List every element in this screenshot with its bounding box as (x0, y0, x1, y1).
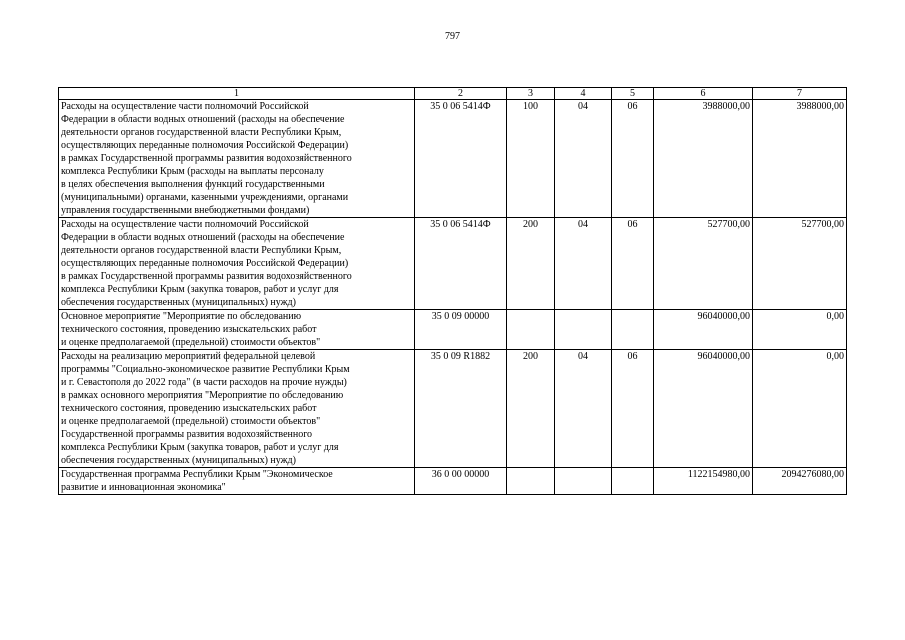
description-line: Расходы на осуществление части полномочий Российской (61, 219, 309, 230)
description-line: Расходы на реализацию мероприятий федеральной целевой (61, 351, 316, 362)
table-row (59, 310, 847, 350)
column-header: 1 (59, 88, 415, 100)
description-line: в рамках Государственной программы развития водохозяйственного (61, 271, 352, 282)
description-line: и оценке предполагаемой (предельной) стоимости объектов" (61, 416, 321, 427)
column-header: 5 (612, 88, 654, 100)
amount-column-6: 96040000,00 (654, 310, 753, 350)
amount-column-7: 527700,00 (753, 218, 847, 310)
table-body (59, 100, 847, 495)
table-row (59, 468, 847, 495)
row-description (59, 100, 415, 218)
target-article-code: 35 0 06 5414Ф (415, 218, 507, 310)
description-line: комплекса Республики Крым (расходы на выплаты персоналу (61, 166, 324, 177)
description-line: программы "Социально-экономическое развитие Республики Крым (61, 364, 350, 375)
page-number: 797 (445, 31, 460, 42)
description-line: обеспечения государственных (муниципальных) нужд) (61, 297, 296, 308)
description-line: в рамках основного мероприятия "Мероприятие по обследованию (61, 390, 344, 401)
section-code: 04 (555, 350, 612, 468)
table-row (59, 100, 847, 218)
description-line: и оценке предполагаемой (предельной) стоимости объектов" (61, 337, 321, 348)
subsection-code: 06 (612, 350, 654, 468)
description-line: в рамках Государственной программы развития водохозяйственного (61, 153, 352, 164)
amount-column-6: 527700,00 (654, 218, 753, 310)
section-code (555, 468, 612, 495)
expense-type-code (507, 468, 555, 495)
description-line: Федерации в области водных отношений (расходы на обеспечение (61, 232, 345, 243)
expense-type-code: 200 (507, 350, 555, 468)
subsection-code: 06 (612, 218, 654, 310)
description-line: комплекса Республики Крым (закупка товаров, работ и услуг для (61, 442, 339, 453)
column-header: 4 (555, 88, 612, 100)
description-line: деятельности органов государственной власти Республики Крым, (61, 127, 342, 138)
table-row (59, 218, 847, 310)
amount-column-6: 1122154980,00 (654, 468, 753, 495)
amount-column-7: 2094276080,00 (753, 468, 847, 495)
description-line: технического состояния, проведению изыскательских работ (61, 403, 317, 414)
amount-column-6: 96040000,00 (654, 350, 753, 468)
description-line: в целях обеспечения выполнения функций государственными (61, 179, 325, 190)
description-line: Государственная программа Республики Крым "Экономическое (61, 469, 333, 480)
description-line: осуществляющих переданные полномочия Российской Федерации) (61, 258, 349, 269)
header-row (59, 88, 847, 100)
description-line: Государственной программы развития водохозяйственного (61, 429, 313, 440)
amount-column-6: 3988000,00 (654, 100, 753, 218)
description-line: осуществляющих переданные полномочия Российской Федерации) (61, 140, 349, 151)
target-article-code: 35 0 09 R1882 (415, 350, 507, 468)
description-line: и г. Севастополя до 2022 года" (в части расходов на прочие нужды) (61, 377, 347, 388)
column-header: 2 (415, 88, 507, 100)
column-header: 7 (753, 88, 847, 100)
subsection-code: 06 (612, 100, 654, 218)
amount-column-7: 0,00 (753, 310, 847, 350)
target-article-code: 35 0 09 00000 (415, 310, 507, 350)
expense-type-code: 100 (507, 100, 555, 218)
table-row (59, 350, 847, 468)
section-code: 04 (555, 218, 612, 310)
expense-type-code (507, 310, 555, 350)
section-code (555, 310, 612, 350)
row-description (59, 468, 415, 495)
subsection-code (612, 468, 654, 495)
target-article-code: 35 0 06 5414Ф (415, 100, 507, 218)
description-line: комплекса Республики Крым (закупка товаров, работ и услуг для (61, 284, 339, 295)
column-header: 3 (507, 88, 555, 100)
description-line: деятельности органов государственной власти Республики Крым, (61, 245, 342, 256)
column-header: 6 (654, 88, 753, 100)
description-line: развитие и инновационная экономика" (61, 482, 226, 493)
description-line: Федерации в области водных отношений (расходы на обеспечение (61, 114, 345, 125)
row-description (59, 218, 415, 310)
target-article-code: 36 0 00 00000 (415, 468, 507, 495)
amount-column-7: 0,00 (753, 350, 847, 468)
description-line: (муниципальными) органами, казенными учреждениями, органами (61, 192, 349, 203)
section-code: 04 (555, 100, 612, 218)
description-line: Расходы на осуществление части полномочий Российской (61, 101, 309, 112)
description-line: Основное мероприятие "Мероприятие по обследованию (61, 311, 302, 322)
row-description (59, 350, 415, 468)
expense-type-code: 200 (507, 218, 555, 310)
description-line: технического состояния, проведению изыскательских работ (61, 324, 317, 335)
row-description (59, 310, 415, 350)
amount-column-7: 3988000,00 (753, 100, 847, 218)
budget-table (58, 87, 847, 495)
subsection-code (612, 310, 654, 350)
description-line: управления государственными внебюджетными фондами) (61, 205, 310, 216)
description-line: обеспечения государственных (муниципальных) нужд) (61, 455, 296, 466)
